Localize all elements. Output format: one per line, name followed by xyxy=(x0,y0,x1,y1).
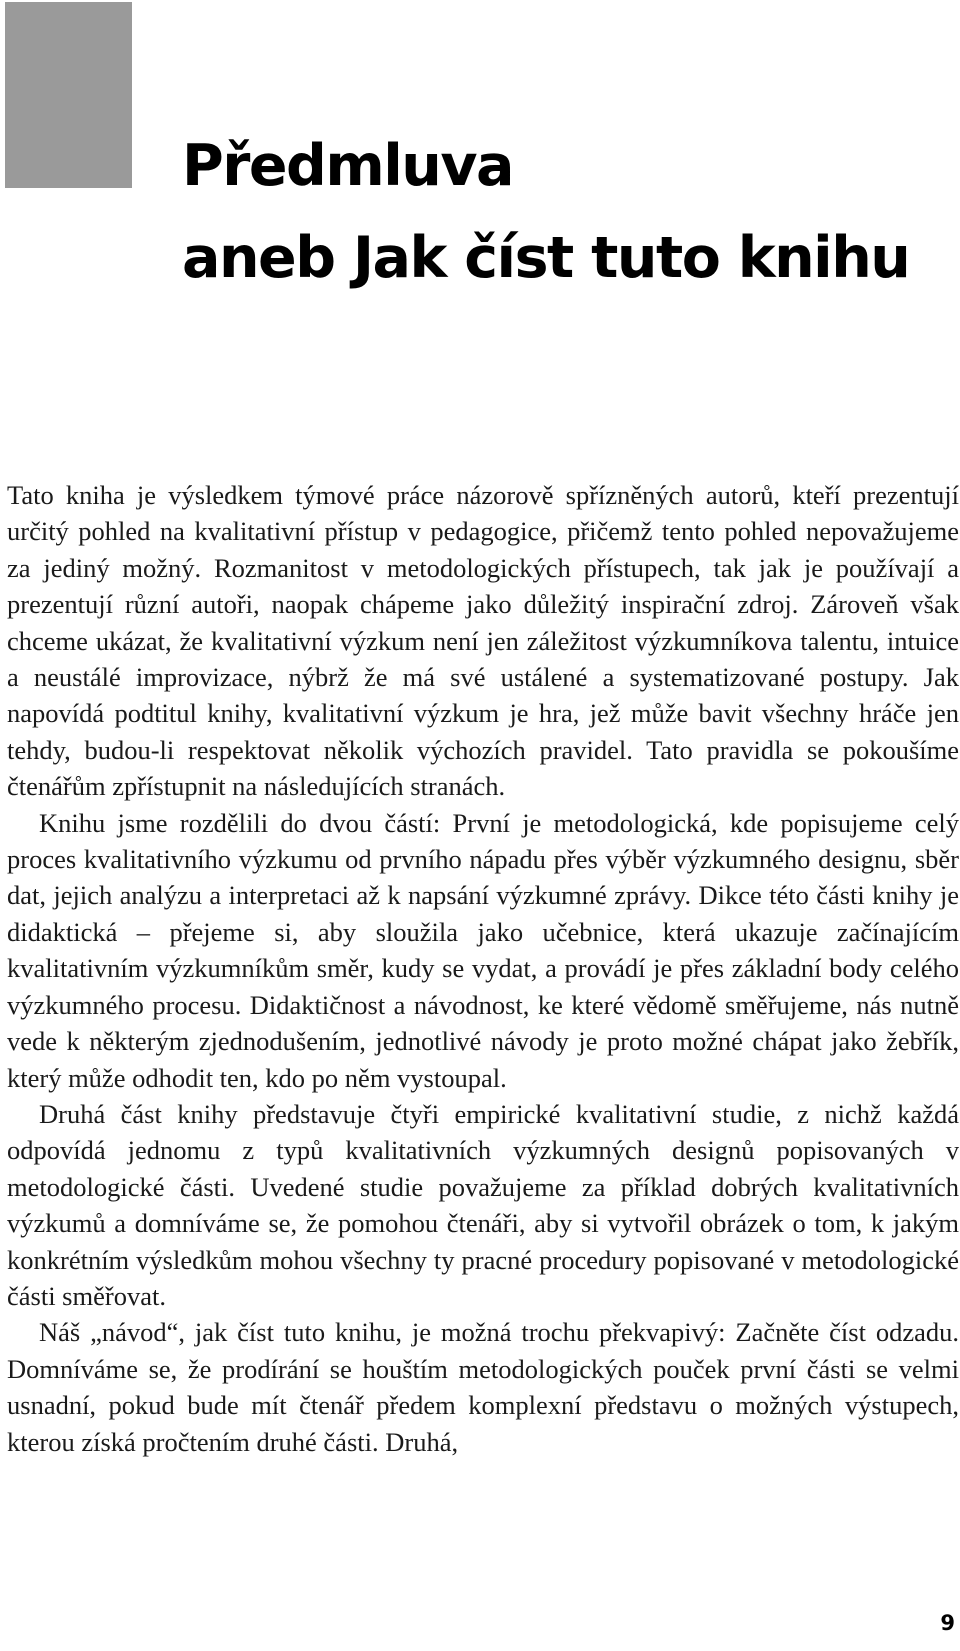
page-number: 9 xyxy=(940,1611,955,1635)
decorative-gray-block xyxy=(5,2,132,188)
paragraph-2: Knihu jsme rozdělili do dvou částí: První je metodologická, kde popisujeme celý proces kvalitativního výzkumu od prvního nápadu přes výběr výzkumného designu, sběr dat, jejich analýzu a interpretaci až k napsání výzkumné zprávy. Dikce této části knihy je didaktická – přejeme si, aby sloužila jako učebnice, která ukazuje začínajícím kvalitativním výzkumníkům směr, kudy se vydat, a provádí je přes základní body celého výzkumného procesu. Didaktičnost a návodnost, ke které vědomě směřujeme, nás nutně vede k některým zjednodušením, jednotlivé návody je proto možné chápat jako žebřík, který může odhodit ten, kdo po něm vystoupal. xyxy=(7,807,959,1093)
paragraph-3: Druhá část knihy představuje čtyři empirické kvalitativní studie, z nichž každá odpovídá jednomu z typů kvalitativních výzkumných designů popisovaných v metodologické části. Uvedené studie považujeme za příklad dobrých kvalitativních výzkumů a domníváme se, že pomohou čtenáři, aby si vytvořil obrázek o tom, k jakým konkrétním výsledkům mohou všechny ty pracné procedury popisované v metodologické části směřovat. xyxy=(7,1098,959,1311)
title-line-1: Předmluva xyxy=(182,133,513,199)
paragraph-1: Tato kniha je výsledkem týmové práce názorově spřízněných autorů, kteří prezentují určitý pohled na kvalitativní přístup v pedagogice, přičemž tento pohled nepovažujeme za jediný možný. Rozmanitost v metodologických přístupech, tak jak je používají a prezentují různí autoři, naopak chápeme jako důležitý inspirační zdroj. Zároveň však chceme ukázat, že kvalitativní výzkum není jen záležitost výzkumníkova talentu, intuice a neustálé improvizace, nýbrž že má své ustálené a systematizované postupy. Jak napovídá podtitul knihy, kvalitativní výzkum je hra, jež může bavit všechny hráče jen tehdy, budou-li respektovat několik výchozích pravidel. Tato pravidla se pokoušíme čtenářům zpřístupnit na následujících stranách. xyxy=(7,480,959,802)
title-line-2: aneb Jak číst tuto knihu xyxy=(182,225,910,291)
paragraph-4: Náš „návod“, jak číst tuto knihu, je možná trochu překvapivý: Začněte číst odzadu. Domníváme se, že prodírání se houštím metodologických pouček první části se velmi usnadní, pokud bude mít čtenář předem komplexní představu o možných výstupech, kterou získá pročtením druhé části. Druhá, xyxy=(7,1317,959,1457)
page-title xyxy=(182,120,909,304)
body-text xyxy=(7,477,959,1460)
